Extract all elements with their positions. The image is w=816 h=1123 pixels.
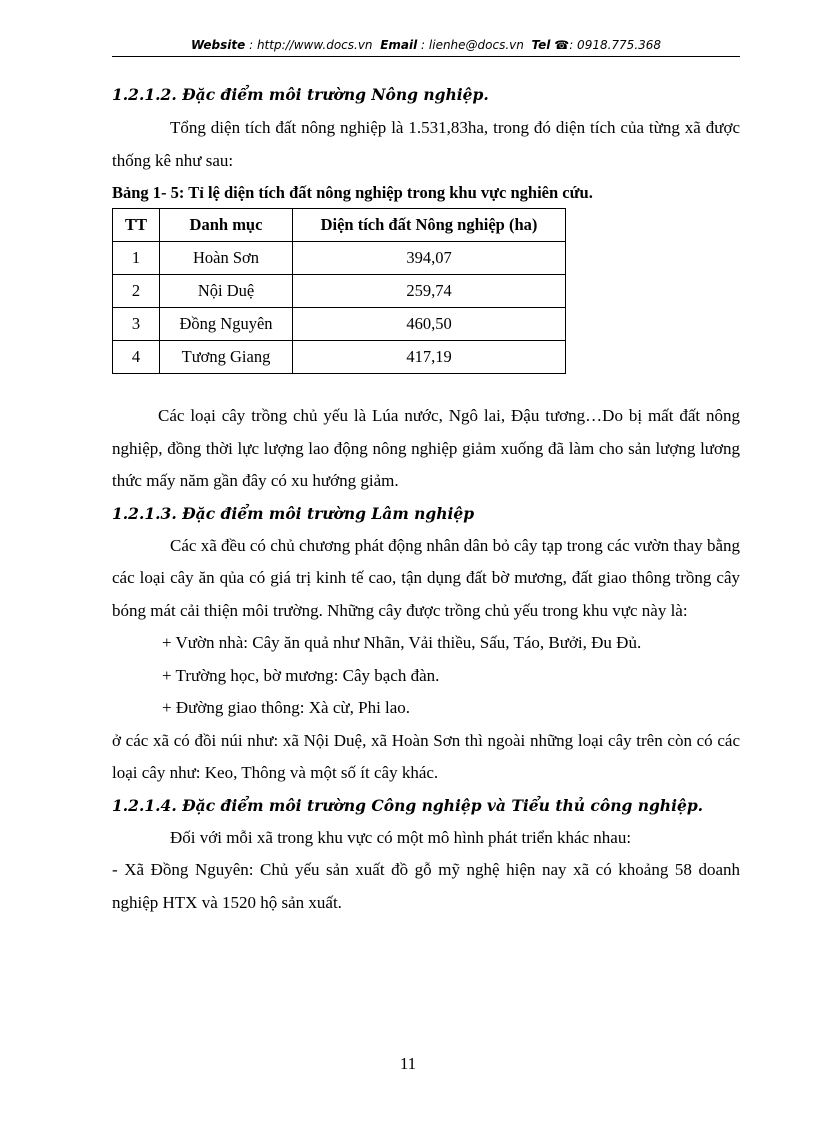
page-body [112, 72, 740, 919]
cell-name: Nội Duệ [160, 275, 293, 308]
col-header-tt: TT [113, 209, 160, 242]
paragraph-crops: Các loại cây trồng chủ yếu là Lúa nước, Ngô lai, Đậu tương…Do bị mất đất nông nghiệp, đồng thời lực lượng lao động nông nghiệp giảm xuống đã làm cho sản lượng lương thức mấy năm gần đây có xu hướng giảm. [112, 406, 740, 490]
cell-tt: 4 [113, 341, 160, 374]
phone-icon: ☎ [554, 38, 570, 52]
heading-agriculture: 1.2.1.2. Đặc điểm môi trường Nông nghiệp. [112, 85, 489, 104]
table-caption: Bảng 1- 5: Tỉ lệ diện tích đất nông nghiệp trong khu vực nghiên cứu. [112, 183, 593, 202]
tel-label: Tel [531, 38, 551, 52]
page-header [112, 36, 740, 57]
paragraph-hills: ở các xã có đồi núi như: xã Nội Duệ, xã Hoàn Sơn thì ngoài những loại cây trên còn có các loại cây như: Keo, Thông và một số ít cây khác. [112, 730, 740, 782]
paragraph-forestry: Các xã đều có chủ chương phát động nhân dân bỏ cây tạp trong các vườn thay bằng các loại cây ăn qủa có giá trị kinh tế cao, tận dụng đất bờ mương, đất giao thông trồng cây bóng mát cải thiện môi trường. Những cây được trồng chủ yếu trong khu vực này là: [112, 535, 740, 620]
email-value: : lienhe@docs.vn [421, 38, 524, 52]
list-item: + Trường học, bờ mương: Cây bạch đàn. [162, 665, 440, 685]
table-row [113, 341, 566, 374]
website-value: : http://www.docs.vn [249, 38, 373, 52]
cell-name: Tương Giang [160, 341, 293, 374]
list-item: + Vườn nhà: Cây ăn quả như Nhãn, Vải thiều, Sấu, Táo, Bưởi, Đu Đủ. [162, 633, 642, 652]
cell-name: Hoàn Sơn [160, 242, 293, 275]
table-row [113, 275, 566, 308]
cell-area: 417,19 [293, 341, 566, 374]
email-label: Email [380, 38, 418, 52]
cell-area: 460,50 [293, 308, 566, 341]
paragraph-industry: Đối với mỗi xã trong khu vực có một mô hình phát triển khác nhau: [170, 827, 632, 847]
cell-area: 259,74 [293, 275, 566, 308]
table-row [113, 308, 566, 341]
cell-name: Đồng Nguyên [160, 308, 293, 341]
col-header-area: Diện tích đất Nông nghiệp (ha) [293, 209, 566, 242]
agriculture-table [112, 208, 566, 374]
cell-tt: 3 [113, 308, 160, 341]
cell-tt: 1 [113, 242, 160, 275]
tel-value: : 0918.775.368 [569, 38, 662, 52]
cell-area: 394,07 [293, 242, 566, 275]
cell-tt: 2 [113, 275, 160, 308]
website-label: Website [190, 38, 246, 52]
col-header-name: Danh mục [160, 209, 293, 242]
list-item: + Đường giao thông: Xà cừ, Phi lao. [162, 698, 411, 717]
list-item: - Xã Đồng Nguyên: Chủ yếu sản xuất đồ gỗ mỹ nghệ hiện nay xã có khoảng 58 doanh nghiệp HTX và 1520 hộ sản xuất. [112, 860, 740, 912]
heading-industry: 1.2.1.4. Đặc điểm môi trường Công nghiệp và Tiểu thủ công nghiệp. [112, 795, 704, 815]
table-header-row [113, 209, 566, 242]
table-row [113, 242, 566, 275]
page-number: 11 [399, 1054, 417, 1073]
paragraph-agriculture-area: Tổng diện tích đất nông nghiệp là 1.531,83ha, trong đó diện tích của từng xã được thống kê như sau: [112, 118, 740, 170]
heading-forestry: 1.2.1.3. Đặc điểm môi trường Lâm nghiệp [112, 503, 475, 523]
